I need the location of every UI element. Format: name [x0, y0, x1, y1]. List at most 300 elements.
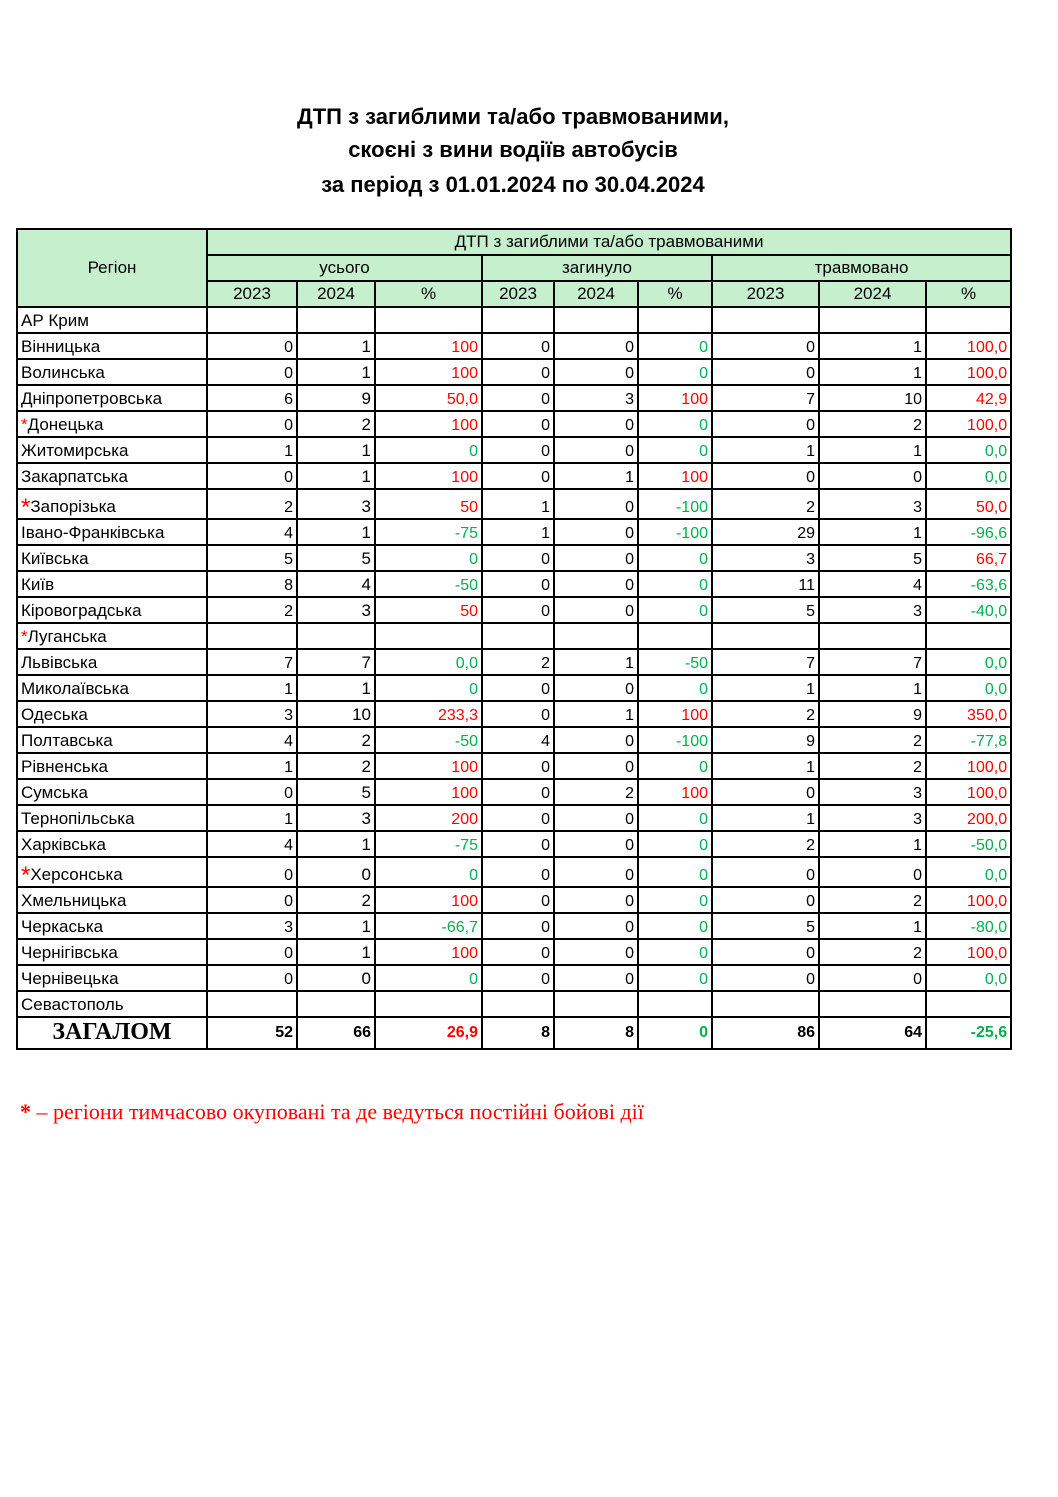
group-header: ДТП з загиблими та/або травмованими: [207, 229, 1011, 255]
region-cell: [17, 411, 207, 437]
value-cell: 2: [482, 649, 554, 675]
region-header: Регіон: [17, 229, 207, 307]
value-cell: 5: [297, 779, 375, 805]
value-cell: 0: [482, 779, 554, 805]
percent-cell: 100: [638, 385, 712, 411]
value-cell: 0: [554, 571, 638, 597]
column-header: %: [926, 281, 1011, 307]
value-cell: 1: [297, 675, 375, 701]
table-row: [17, 597, 1011, 623]
value-cell: [712, 623, 819, 649]
value-cell: 3: [554, 385, 638, 411]
total-value-cell: 8: [482, 1017, 554, 1049]
value-cell: 0: [554, 437, 638, 463]
region-name: Хмельницька: [21, 891, 127, 910]
value-cell: 0: [482, 463, 554, 489]
region-cell: [17, 489, 207, 519]
percent-cell: 0: [375, 545, 482, 571]
table-row: [17, 991, 1011, 1017]
table-row: [17, 727, 1011, 753]
value-cell: 1: [554, 463, 638, 489]
value-cell: 2: [297, 411, 375, 437]
value-cell: 1: [712, 805, 819, 831]
region-cell: [17, 831, 207, 857]
value-cell: [712, 991, 819, 1017]
value-cell: [819, 307, 926, 333]
subgroup-killed-header: загинуло: [482, 255, 712, 281]
table-row: [17, 385, 1011, 411]
region-name: Львівська: [21, 653, 98, 672]
percent-cell: 0: [638, 965, 712, 991]
region-cell: [17, 991, 207, 1017]
value-cell: 1: [297, 831, 375, 857]
percent-cell: -100: [638, 519, 712, 545]
percent-cell: 100: [638, 701, 712, 727]
value-cell: 2: [207, 597, 297, 623]
percent-cell: -96,6: [926, 519, 1011, 545]
value-cell: 0: [554, 857, 638, 887]
column-header: %: [375, 281, 482, 307]
percent-cell: 100: [375, 359, 482, 385]
value-cell: 5: [712, 597, 819, 623]
table-row: [17, 623, 1011, 649]
region-name: Полтавська: [21, 731, 113, 750]
value-cell: 4: [207, 831, 297, 857]
region-cell: [17, 649, 207, 675]
value-cell: 0: [482, 675, 554, 701]
percent-cell: -77,8: [926, 727, 1011, 753]
value-cell: 7: [712, 649, 819, 675]
value-cell: 3: [207, 913, 297, 939]
value-cell: 0: [712, 463, 819, 489]
value-cell: 0: [712, 965, 819, 991]
region-cell: [17, 727, 207, 753]
percent-cell: -75: [375, 519, 482, 545]
value-cell: 3: [297, 597, 375, 623]
value-cell: 10: [819, 385, 926, 411]
percent-cell: -50,0: [926, 831, 1011, 857]
percent-cell: 0,0: [926, 463, 1011, 489]
table-row: [17, 649, 1011, 675]
value-cell: 0: [207, 359, 297, 385]
region-cell: [17, 597, 207, 623]
total-value-cell: 8: [554, 1017, 638, 1049]
value-cell: 2: [712, 831, 819, 857]
percent-cell: 0,0: [926, 857, 1011, 887]
value-cell: [297, 991, 375, 1017]
value-cell: 0: [712, 887, 819, 913]
region-name: Київська: [21, 549, 89, 568]
percent-cell: -50: [375, 571, 482, 597]
region-name: Херсонська: [30, 865, 123, 884]
percent-cell: 100: [638, 779, 712, 805]
region-name: Донецька: [27, 415, 104, 434]
value-cell: 9: [819, 701, 926, 727]
table-row: [17, 887, 1011, 913]
region-cell: [17, 437, 207, 463]
percent-cell: 50: [375, 597, 482, 623]
region-cell: [17, 701, 207, 727]
footnote-text: – регіони тимчасово окуповані та де ведуться постійні бойові дії: [31, 1099, 644, 1124]
value-cell: 0: [482, 965, 554, 991]
value-cell: 0: [554, 939, 638, 965]
value-cell: 0: [554, 831, 638, 857]
percent-cell: 200,0: [926, 805, 1011, 831]
footnote: [20, 1099, 644, 1125]
region-cell: [17, 805, 207, 831]
value-cell: 29: [712, 519, 819, 545]
value-cell: 3: [819, 805, 926, 831]
region-cell: [17, 385, 207, 411]
value-cell: 0: [482, 857, 554, 887]
percent-cell: 100: [375, 753, 482, 779]
percent-cell: -75: [375, 831, 482, 857]
value-cell: 0: [554, 675, 638, 701]
value-cell: 0: [482, 701, 554, 727]
region-name: Луганська: [27, 627, 107, 646]
value-cell: 0: [819, 857, 926, 887]
percent-cell: 0: [638, 411, 712, 437]
table-row: [17, 805, 1011, 831]
percent-cell: 100: [375, 939, 482, 965]
percent-cell: -100: [638, 489, 712, 519]
percent-cell: 100: [375, 411, 482, 437]
percent-cell: 100: [375, 887, 482, 913]
region-name: Закарпатська: [21, 467, 128, 486]
region-name: Рівненська: [21, 757, 109, 776]
value-cell: 0: [482, 753, 554, 779]
value-cell: 0: [554, 753, 638, 779]
region-cell: [17, 753, 207, 779]
region-cell: [17, 571, 207, 597]
value-cell: 2: [712, 701, 819, 727]
region-name: Дніпропетровська: [21, 389, 163, 408]
value-cell: 1: [297, 463, 375, 489]
percent-cell: [375, 991, 482, 1017]
value-cell: 0: [554, 805, 638, 831]
value-cell: 0: [207, 857, 297, 887]
value-cell: 2: [712, 489, 819, 519]
percent-cell: 100,0: [926, 359, 1011, 385]
value-cell: 0: [554, 597, 638, 623]
value-cell: 1: [554, 649, 638, 675]
value-cell: 2: [207, 489, 297, 519]
percent-cell: 100: [375, 333, 482, 359]
value-cell: 2: [297, 887, 375, 913]
percent-cell: 50,0: [375, 385, 482, 411]
percent-cell: [926, 991, 1011, 1017]
value-cell: 1: [297, 913, 375, 939]
region-name: Севастополь: [21, 995, 124, 1014]
value-cell: 0: [554, 913, 638, 939]
value-cell: 0: [554, 545, 638, 571]
value-cell: 1: [712, 753, 819, 779]
value-cell: 4: [819, 571, 926, 597]
value-cell: 0: [207, 463, 297, 489]
value-cell: 1: [819, 831, 926, 857]
value-cell: 7: [819, 649, 926, 675]
region-name: Вінницька: [21, 337, 101, 356]
value-cell: 0: [554, 359, 638, 385]
percent-cell: -80,0: [926, 913, 1011, 939]
value-cell: 1: [819, 519, 926, 545]
region-name: Черкаська: [21, 917, 104, 936]
table-row: [17, 939, 1011, 965]
table-row: [17, 857, 1011, 887]
percent-cell: 50,0: [926, 489, 1011, 519]
value-cell: 1: [207, 805, 297, 831]
percent-cell: -100: [638, 727, 712, 753]
percent-cell: 100: [375, 779, 482, 805]
value-cell: 9: [712, 727, 819, 753]
value-cell: 0: [712, 359, 819, 385]
total-label: ЗАГАЛОМ: [17, 1017, 207, 1049]
percent-cell: 0: [638, 359, 712, 385]
value-cell: [207, 307, 297, 333]
value-cell: 2: [819, 939, 926, 965]
statistics-table: [16, 228, 1012, 1050]
title-line-1: ДТП з загиблими та/або травмованими,: [297, 104, 729, 129]
region-name: Житомирська: [21, 441, 129, 460]
value-cell: 0: [554, 965, 638, 991]
value-cell: 2: [297, 753, 375, 779]
title-line-2: скоєні з вини водіїв автобусів: [348, 137, 678, 162]
value-cell: [554, 307, 638, 333]
percent-cell: -50: [638, 649, 712, 675]
value-cell: [482, 623, 554, 649]
value-cell: 0: [207, 779, 297, 805]
value-cell: 0: [712, 411, 819, 437]
value-cell: 2: [297, 727, 375, 753]
percent-cell: 0,0: [926, 675, 1011, 701]
value-cell: 0: [554, 887, 638, 913]
value-cell: [554, 991, 638, 1017]
value-cell: 2: [819, 727, 926, 753]
value-cell: 1: [297, 359, 375, 385]
table-row: [17, 675, 1011, 701]
value-cell: 1: [297, 437, 375, 463]
occupied-marker: *: [21, 415, 28, 434]
subgroup-injured-header: травмовано: [712, 255, 1011, 281]
percent-cell: 0: [638, 887, 712, 913]
percent-cell: -40,0: [926, 597, 1011, 623]
region-cell: [17, 545, 207, 571]
region-cell: [17, 939, 207, 965]
value-cell: 0: [482, 831, 554, 857]
percent-cell: -63,6: [926, 571, 1011, 597]
table-row: [17, 545, 1011, 571]
region-cell: [17, 307, 207, 333]
table-row: [17, 779, 1011, 805]
percent-cell: 0: [638, 753, 712, 779]
percent-cell: 0: [638, 597, 712, 623]
table-row: [17, 913, 1011, 939]
value-cell: 2: [554, 779, 638, 805]
value-cell: 3: [819, 779, 926, 805]
percent-cell: 42,9: [926, 385, 1011, 411]
region-name: Івано-Франківська: [21, 523, 165, 542]
percent-cell: 0: [375, 965, 482, 991]
region-name: Чернігівська: [21, 943, 118, 962]
value-cell: 1: [819, 913, 926, 939]
value-cell: 1: [712, 437, 819, 463]
percent-cell: 100: [375, 463, 482, 489]
percent-cell: [926, 623, 1011, 649]
value-cell: 0: [482, 887, 554, 913]
region-cell: [17, 333, 207, 359]
region-cell: [17, 965, 207, 991]
subgroup-total-header: усього: [207, 255, 482, 281]
value-cell: 9: [297, 385, 375, 411]
percent-cell: 0: [375, 675, 482, 701]
region-cell: [17, 779, 207, 805]
percent-cell: 0,0: [926, 965, 1011, 991]
occupied-marker: *: [21, 494, 31, 519]
table-row: [17, 965, 1011, 991]
table-body: [17, 307, 1011, 1049]
value-cell: 0: [712, 939, 819, 965]
region-name: Миколаївська: [21, 679, 129, 698]
table-row: [17, 437, 1011, 463]
percent-cell: 0: [638, 805, 712, 831]
value-cell: 7: [712, 385, 819, 411]
value-cell: [712, 307, 819, 333]
table-row: [17, 489, 1011, 519]
title-line-3: за період з 01.01.2024 по 30.04.2024: [321, 172, 705, 197]
occupied-marker: *: [21, 862, 31, 887]
value-cell: 7: [297, 649, 375, 675]
percent-cell: -66,7: [375, 913, 482, 939]
percent-cell: 100,0: [926, 411, 1011, 437]
value-cell: [297, 307, 375, 333]
value-cell: 8: [207, 571, 297, 597]
value-cell: 0: [482, 385, 554, 411]
percent-cell: 0: [638, 571, 712, 597]
column-header: 2024: [819, 281, 926, 307]
region-name: Кіровоградська: [21, 601, 142, 620]
value-cell: [297, 623, 375, 649]
region-name: Сумська: [21, 783, 88, 802]
value-cell: [819, 623, 926, 649]
value-cell: 0: [207, 333, 297, 359]
value-cell: 1: [297, 939, 375, 965]
footnote-star: *: [20, 1099, 31, 1124]
percent-cell: [638, 991, 712, 1017]
percent-cell: [638, 623, 712, 649]
percent-cell: 0: [375, 857, 482, 887]
table-row: [17, 753, 1011, 779]
value-cell: 0: [207, 411, 297, 437]
value-cell: 0: [297, 965, 375, 991]
total-value-cell: 64: [819, 1017, 926, 1049]
percent-cell: 100,0: [926, 779, 1011, 805]
percent-cell: 0: [638, 333, 712, 359]
percent-cell: [375, 623, 482, 649]
value-cell: 0: [482, 597, 554, 623]
value-cell: [819, 991, 926, 1017]
percent-cell: 0,0: [926, 649, 1011, 675]
percent-cell: 50: [375, 489, 482, 519]
column-header: 2023: [207, 281, 297, 307]
value-cell: 4: [482, 727, 554, 753]
value-cell: 0: [712, 333, 819, 359]
value-cell: 4: [207, 519, 297, 545]
column-header: %: [638, 281, 712, 307]
region-name: Волинська: [21, 363, 105, 382]
table-row: [17, 359, 1011, 385]
table-row: [17, 701, 1011, 727]
value-cell: 1: [207, 753, 297, 779]
table-row: [17, 307, 1011, 333]
percent-cell: 0: [638, 857, 712, 887]
column-header: 2023: [482, 281, 554, 307]
percent-cell: 350,0: [926, 701, 1011, 727]
value-cell: 5: [712, 913, 819, 939]
region-name: Харківська: [21, 835, 106, 854]
percent-cell: 100,0: [926, 939, 1011, 965]
total-percent-cell: 0: [638, 1017, 712, 1049]
value-cell: 5: [207, 545, 297, 571]
percent-cell: 0,0: [375, 649, 482, 675]
column-header: 2024: [554, 281, 638, 307]
percent-cell: 200: [375, 805, 482, 831]
region-cell: [17, 359, 207, 385]
value-cell: 0: [819, 965, 926, 991]
value-cell: [207, 991, 297, 1017]
value-cell: 1: [207, 437, 297, 463]
value-cell: 7: [207, 649, 297, 675]
value-cell: 0: [482, 437, 554, 463]
total-value-cell: 86: [712, 1017, 819, 1049]
value-cell: 4: [297, 571, 375, 597]
value-cell: [482, 307, 554, 333]
value-cell: [482, 991, 554, 1017]
region-name: Чернівецька: [21, 969, 119, 988]
value-cell: [207, 623, 297, 649]
table-row: [17, 411, 1011, 437]
value-cell: 3: [819, 489, 926, 519]
value-cell: 0: [554, 411, 638, 437]
value-cell: 0: [207, 887, 297, 913]
total-value-cell: 66: [297, 1017, 375, 1049]
percent-cell: 100: [638, 463, 712, 489]
percent-cell: 0: [638, 437, 712, 463]
value-cell: 0: [554, 333, 638, 359]
table-row: [17, 831, 1011, 857]
value-cell: 0: [482, 411, 554, 437]
value-cell: 5: [819, 545, 926, 571]
column-header: 2024: [297, 281, 375, 307]
value-cell: 1: [819, 675, 926, 701]
value-cell: 2: [819, 753, 926, 779]
value-cell: 0: [482, 333, 554, 359]
value-cell: 3: [207, 701, 297, 727]
region-cell: [17, 623, 207, 649]
value-cell: 5: [297, 545, 375, 571]
region-name: Тернопільська: [21, 809, 135, 828]
region-name: Запорізька: [30, 497, 116, 516]
value-cell: 1: [819, 437, 926, 463]
value-cell: 10: [297, 701, 375, 727]
value-cell: 0: [297, 857, 375, 887]
total-percent-cell: -25,6: [926, 1017, 1011, 1049]
percent-cell: 100,0: [926, 333, 1011, 359]
value-cell: 1: [819, 359, 926, 385]
region-cell: [17, 463, 207, 489]
percent-cell: 0: [638, 675, 712, 701]
value-cell: 2: [819, 887, 926, 913]
value-cell: 0: [482, 545, 554, 571]
